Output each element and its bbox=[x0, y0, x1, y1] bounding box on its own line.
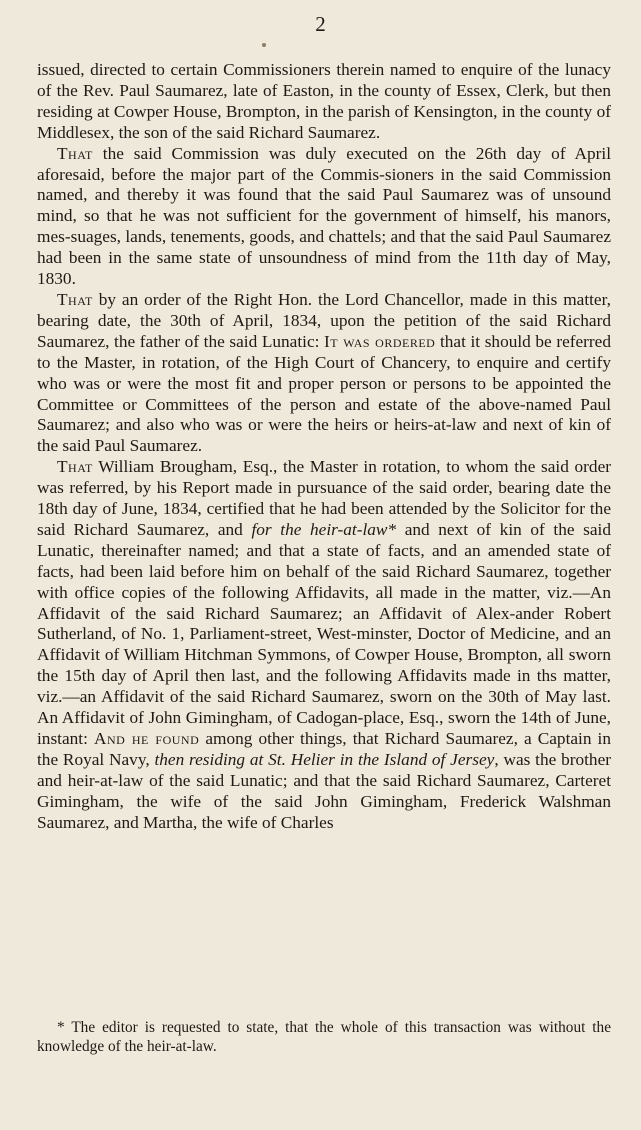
body-text bbox=[37, 60, 611, 834]
paragraph bbox=[37, 457, 611, 833]
italic-text: then residing at St. Helier in the Island of Jersey bbox=[154, 749, 495, 769]
italic-text: for the heir-at-law* bbox=[251, 519, 397, 539]
small-caps-text: That bbox=[57, 143, 93, 163]
footnote-text: * The editor is requested to state, that the whole of this transaction was without the knowledge of the heir-at-law. bbox=[37, 1019, 611, 1055]
paragraph-text: William Brougham, Esq., the Master in rotation, to whom the said order was referred, by his Report made in pursuance of the said order, bearing date the 18th day of June, 1834, certified that he had been attended by the Solicitor for the said Richard Saumarez, and bbox=[37, 457, 611, 539]
paragraph-text: issued, directed to certain Commissioners therein named to enquire of the lunacy of the Rev. Paul Saumarez, late of Easton, in the county of Essex, Clerk, but then residing at Cowper House, Brompton, in the parish of Kensington, in the county of Middlesex, the son of the said Richard Saumarez. bbox=[37, 60, 611, 142]
paragraph-text: , was the brother and heir-at-law of the said Lunatic; and that the said Richard Saumarez, Carteret Gimingham, the wife of the said John Gimingham, Frederick Walshman Saumarez, and Martha, the wife of Charles bbox=[37, 749, 612, 832]
small-caps-text: And he found bbox=[93, 729, 200, 748]
small-caps-text: It was ordered bbox=[324, 331, 436, 351]
footnote bbox=[37, 1019, 611, 1056]
page-number: 2 bbox=[315, 12, 326, 36]
paragraph bbox=[37, 60, 611, 144]
ink-spot bbox=[262, 43, 266, 47]
small-caps-text: That bbox=[57, 289, 93, 309]
small-caps-text: That bbox=[57, 457, 93, 477]
paragraph-text: among other things, that Richard Saumarez, a Captain in the Royal Navy, bbox=[37, 729, 612, 769]
paragraph-text: and next of kin of the said Lunatic, thereinafter named; and that a state of facts, and an amended state of facts, had been laid before him on behalf of the said Richard Saumarez, together with office copies of the following Affidavits, all made in the matter, viz.—An Affidavit of the said Richard Saumarez; an Affidavit of Alex-ander Robert Sutherland, of No. 1, Parliament-street, West-minster, Doctor of Medicine, and an Affidavit of William Hitchman Symmons, of Cowper House, Brompton, all sworn the 15th day of April then last, and the following Affidavits made in ths matter, viz.—an Affidavit of the said Richard Saumarez, sworn on the 30th of May last. An Affidavit of John Gimingham, of Cadogan-place, Esq., sworn the 14th of June, instant: bbox=[37, 519, 611, 748]
paragraph-text: that it should be referred to the Master, in rotation, of the High Court of Chancery, to enquire and certify who was or were the most fit and proper person or persons to be appointed the Committee or Committees of the person and estate of the above-named Paul Saumarez; and also who was or were the heirs or heirs-at-law and next of kin of the said Paul Saumarez. bbox=[37, 331, 611, 456]
paragraph-text: the said Commission was duly executed on the 26th day of April aforesaid, before the major part of the Commis-sioners in the said Commission named, and thereby it was found that the said Paul Saumarez was of unsound mind, so that he was not sufficient for the government of himself, his manors, mes-suages, lands, tenements, goods, and chattels; and that the said Paul Saumarez had been in the same state of unsoundness of mind from the 11th day of May, 1830. bbox=[37, 143, 611, 289]
paragraph-text: by an order of the Right Hon. the Lord Chancellor, made in this matter, bearing date, the 30th of April, 1834, upon the petition of the said Richard Saumarez, the father of the said Lunatic: bbox=[37, 289, 611, 351]
paragraph bbox=[37, 144, 611, 290]
paragraph bbox=[37, 290, 611, 457]
